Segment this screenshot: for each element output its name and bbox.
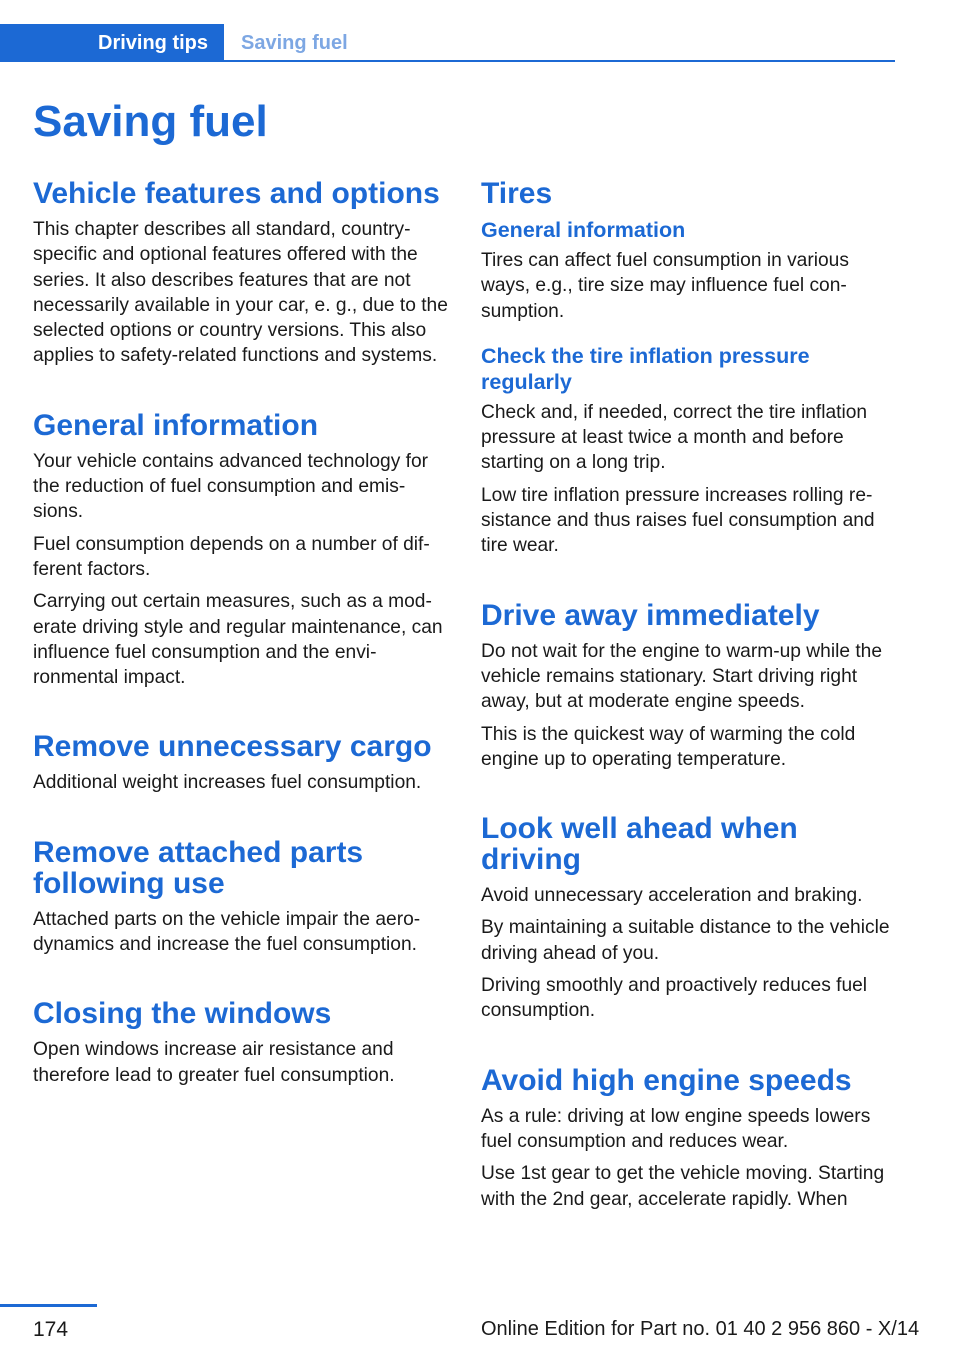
breadcrumb-inactive-tab[interactable]: Saving fuel bbox=[241, 32, 348, 54]
page-number: 174 bbox=[33, 1318, 69, 1341]
paragraph: Your vehicle contains advanced technology for the reduction of fuel consumption and emissions. bbox=[33, 450, 429, 523]
paragraph: Fuel consumption depends on a number of different factors. bbox=[33, 533, 430, 580]
paragraph: Driving smoothly and proactively reduces fuel consumption. bbox=[481, 975, 868, 1022]
section-remove-attached-parts bbox=[33, 837, 448, 958]
paragraph: Low tire inflation pressure increases rolling resistance and thus raises fuel consumption and tire wear. bbox=[481, 484, 875, 557]
paragraph: Additional weight increases fuel consumption. bbox=[33, 772, 422, 794]
section-heading: Remove unnecessary cargo bbox=[33, 730, 432, 764]
left-column bbox=[33, 178, 448, 1095]
paragraph: Do not wait for the engine to warm-up while the vehicle remains stationary. Start driving right away, but at moderate engine speeds. bbox=[481, 640, 883, 713]
paragraph: As a rule: driving at low engine speeds lowers fuel consumption and reduces wear. bbox=[481, 1105, 871, 1152]
paragraph: By maintaining a suitable distance to the vehicle driving ahead of you. bbox=[481, 917, 890, 964]
section-closing-windows bbox=[33, 998, 448, 1088]
section-tires bbox=[481, 178, 896, 559]
paragraph: Avoid unnecessary acceleration and braking. bbox=[481, 885, 863, 907]
section-heading: Avoid high engine speeds bbox=[481, 1063, 852, 1097]
paragraph: This is the quickest way of warming the cold engine up to operating temperature. bbox=[481, 723, 856, 770]
breadcrumb-active-tab[interactable]: Driving tips bbox=[0, 24, 224, 62]
section-heading: Look well ahead when driving bbox=[481, 812, 798, 877]
paragraph: Use 1st gear to get the vehicle moving. Starting with the 2nd gear, accelerate rapidly. When bbox=[481, 1163, 885, 1210]
right-column bbox=[481, 178, 896, 1219]
section-general-information bbox=[33, 410, 448, 691]
paragraph: Tires can affect fuel consumption in various ways, e.g., tire size may influence fuel consumption. bbox=[481, 250, 849, 322]
edition-note: Online Edition for Part no. 01 40 2 956 860 - X/14 bbox=[481, 1318, 920, 1340]
section-avoid-high-speeds bbox=[481, 1065, 896, 1212]
section-heading: Closing the windows bbox=[33, 997, 332, 1031]
section-look-ahead bbox=[481, 813, 896, 1023]
section-heading: Drive away immediately bbox=[481, 598, 820, 632]
footer-divider bbox=[0, 1304, 97, 1307]
subsection-heading: Check the tire inflation pressure regularly bbox=[481, 343, 810, 394]
section-vehicle-features bbox=[33, 178, 448, 369]
paragraph: Attached parts on the vehicle impair the aerodynamics and increase the fuel consumption. bbox=[33, 908, 421, 956]
page-title: Saving fuel bbox=[33, 97, 268, 146]
paragraph: This chapter describes all standard, country-specific and optional features offered with the series. It also describes features that are not necessarily available in your car, e. g., due to the selected options or country versions. This also applies to safety-related functions and systems. bbox=[33, 219, 448, 367]
paragraph: Carrying out certain measures, such as a moderate driving style and regular maintenance, can influence fuel consumption and the environmental impact. bbox=[33, 591, 443, 689]
paragraph: Open windows increase air resistance and therefore lead to greater fuel consumption. bbox=[33, 1039, 395, 1086]
section-heading: Tires bbox=[481, 177, 553, 210]
subsection-heading: General information bbox=[481, 218, 686, 242]
paragraph: Check and, if needed, correct the tire inflation pressure at least twice a month and before starting on a long trip. bbox=[481, 401, 868, 474]
section-heading: Remove attached parts following use bbox=[33, 835, 364, 900]
section-drive-away bbox=[481, 600, 896, 772]
section-heading: Vehicle features and options bbox=[33, 177, 440, 210]
section-remove-cargo bbox=[33, 731, 448, 795]
section-heading: General information bbox=[33, 408, 319, 442]
